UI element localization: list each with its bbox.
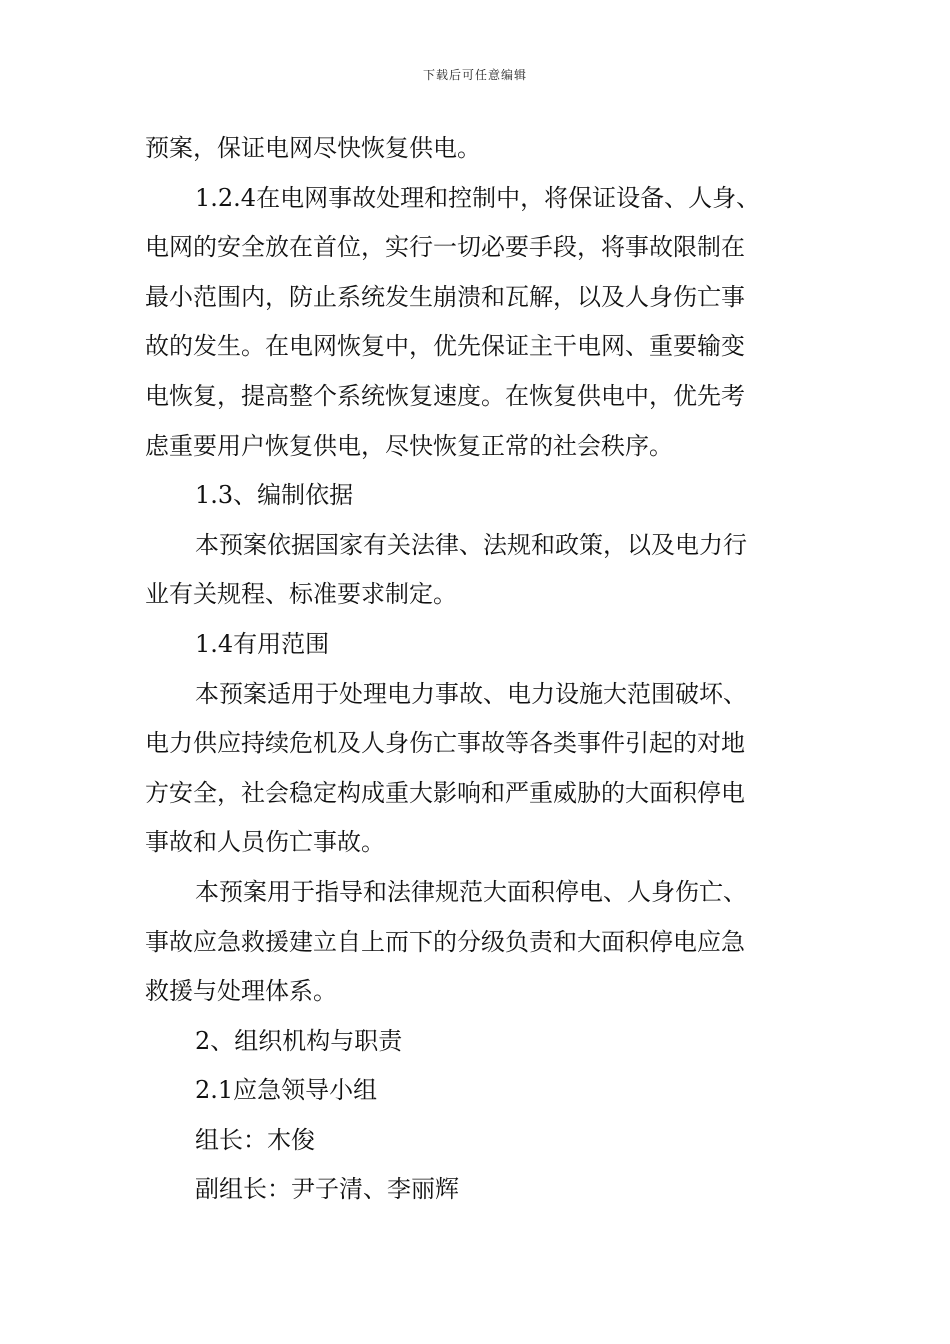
paragraph-line: 虑重要用户恢复供电，尽快恢复正常的社会秩序。: [145, 431, 673, 460]
paragraph-line: 事故应急救援建立自上而下的分级负责和大面积停电应急: [145, 927, 745, 956]
paragraph-line: 电恢复，提高整个系统恢复速度。在恢复供电中，优先考: [145, 381, 745, 410]
paragraph-line: 电力供应持续危机及人身伤亡事故等各类事件引起的对地: [145, 729, 745, 758]
paragraph-line: 最小范围内，防止系统发生崩溃和瓦解，以及人身伤亡事: [145, 282, 745, 311]
paragraph-line: 本预案依据国家有关法律、法规和政策，以及电力行: [195, 530, 747, 559]
paragraph-line: 2.1应急领导小组: [195, 1076, 378, 1105]
paragraph-line: 方安全，社会稳定构成重大影响和严重威胁的大面积停电: [145, 778, 745, 807]
paragraph-line: 2、组织机构与职责: [195, 1026, 403, 1055]
paragraph-line: 1.3、编制依据: [195, 481, 354, 510]
paragraph-line: 事故和人员伤亡事故。: [145, 828, 385, 857]
page-header: 下载后可任意编辑: [422, 68, 527, 82]
paragraph-line: 本预案适用于处理电力事故、电力设施大范围破坏、: [195, 679, 747, 708]
paragraph-line: 故的发生。在电网恢复中，优先保证主干电网、重要输变: [145, 332, 745, 361]
paragraph-line: 1.4有用范围: [195, 629, 330, 658]
paragraph-line: 电网的安全放在首位，实行一切必要手段，将事故限制在: [145, 233, 745, 262]
paragraph-line: 业有关规程、标准要求制定。: [145, 580, 457, 609]
paragraph-line: 副组长：尹子清、李丽辉: [195, 1175, 459, 1204]
document-body: [145, 128, 810, 1219]
paragraph-line: 组长：木俊: [195, 1125, 315, 1154]
paragraph-line: 1.2.4在电网事故处理和控制中，将保证设备、人身、: [195, 183, 761, 212]
paragraph-line: 预案，保证电网尽快恢复供电。: [145, 134, 481, 162]
paragraph-line: 救援与处理体系。: [145, 977, 337, 1006]
paragraph-line: 本预案用于指导和法律规范大面积停电、人身伤亡、: [195, 877, 747, 906]
